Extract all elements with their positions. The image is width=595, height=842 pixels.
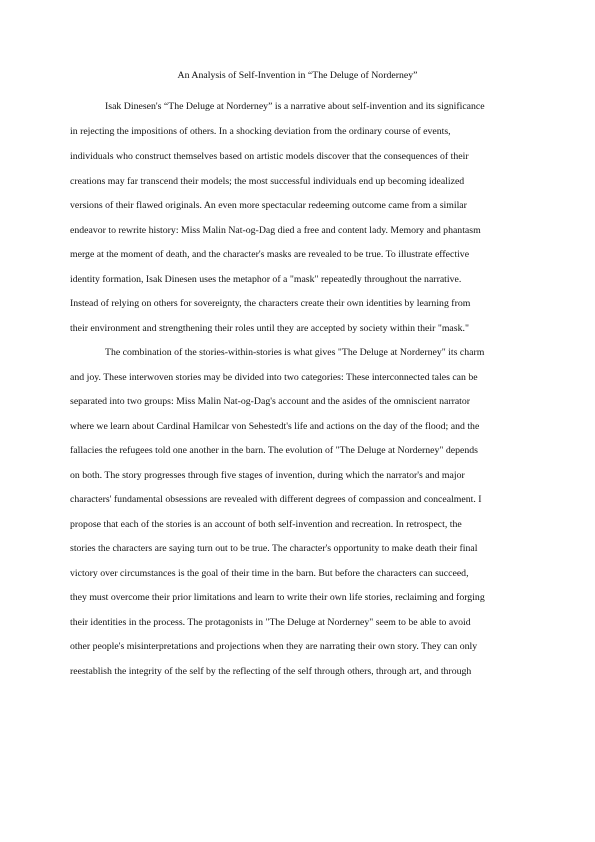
paragraph-2-line: reestablish the integrity of the self by the reflecting of the self through others, through art, and through xyxy=(70,666,472,677)
paragraph-2-line: their identities in the process. The protagonists in "The Deluge at Norderney" seem to be able to avoid xyxy=(70,617,471,628)
paragraph-2-line: victory over circumstances is the goal of their time in the barn. But before the characters can succeed, xyxy=(70,568,469,579)
paragraph-2-line: they must overcome their prior limitations and learn to write their own life stories, reclaiming and forging xyxy=(70,592,485,603)
paragraph-1-line: identity formation, Isak Dinesen uses the metaphor of a "mask" repeatedly throughout the narrative. xyxy=(70,274,462,285)
paragraph-1-line: merge at the moment of death, and the character's masks are revealed to be true. To illustrate effective xyxy=(70,249,470,260)
paragraph-2-line: characters' fundamental obsessions are revealed with different degrees of compassion and concealment. I xyxy=(70,494,482,505)
paragraph-1-line: endeavor to rewrite history: Miss Malin Nat-og-Dag died a free and content lady. Memory and phantasm xyxy=(70,225,481,236)
paragraph-2-line: other people's misinterpretations and projections when they are narrating their own story. They can only xyxy=(70,641,478,652)
paragraph-1-line: Isak Dinesen's “The Deluge at Norderney” is a narrative about self-invention and its significance xyxy=(105,101,485,112)
paragraph-1-line: individuals who construct themselves based on artistic models discover that the consequences of their xyxy=(70,151,469,162)
paragraph-1-line: their environment and strengthening their roles until they are accepted by society within their "mask." xyxy=(70,323,469,334)
paragraph-1-line: in rejecting the impositions of others. In a shocking deviation from the ordinary course of events, xyxy=(70,126,451,137)
paragraph-2-line: where we learn about Cardinal Hamilcar von Sehestedt's life and actions on the day of the flood; and the xyxy=(70,421,480,432)
paragraph-2-line: The combination of the stories-within-stories is what gives "The Deluge at Norderney" its charm xyxy=(105,347,485,358)
paragraph-2-line: propose that each of the stories is an account of both self-invention and recreation. In retrospect, the xyxy=(70,519,462,530)
paragraph-1-line: versions of their flawed originals. An even more spectacular redeeming outcome came from a similar xyxy=(70,200,467,211)
paragraph-2-line: and joy. These interwoven stories may be divided into two categories: These interconnected tales can be xyxy=(70,372,478,383)
paragraph-2-line: separated into two groups: Miss Malin Nat-og-Dag's account and the asides of the omniscient narrator xyxy=(70,396,471,407)
document-title: An Analysis of Self-Invention in “The Deluge of Norderney” xyxy=(177,70,418,81)
paragraph-1-line: Instead of relying on others for sovereignty, the characters create their own identities by learning from xyxy=(70,298,471,309)
paragraph-2-line: on both. The story progresses through five stages of invention, during which the narrator's and major xyxy=(70,470,465,481)
paragraph-2-line: fallacies the refugees told one another in the barn. The evolution of "The Deluge at Norderney" depends xyxy=(70,445,478,456)
paragraph-2-line: stories the characters are saying turn out to be true. The character's opportunity to make death their final xyxy=(70,543,478,554)
paragraph-1-line: creations may far transcend their models; the most successful individuals end up becoming idealized xyxy=(70,176,465,187)
